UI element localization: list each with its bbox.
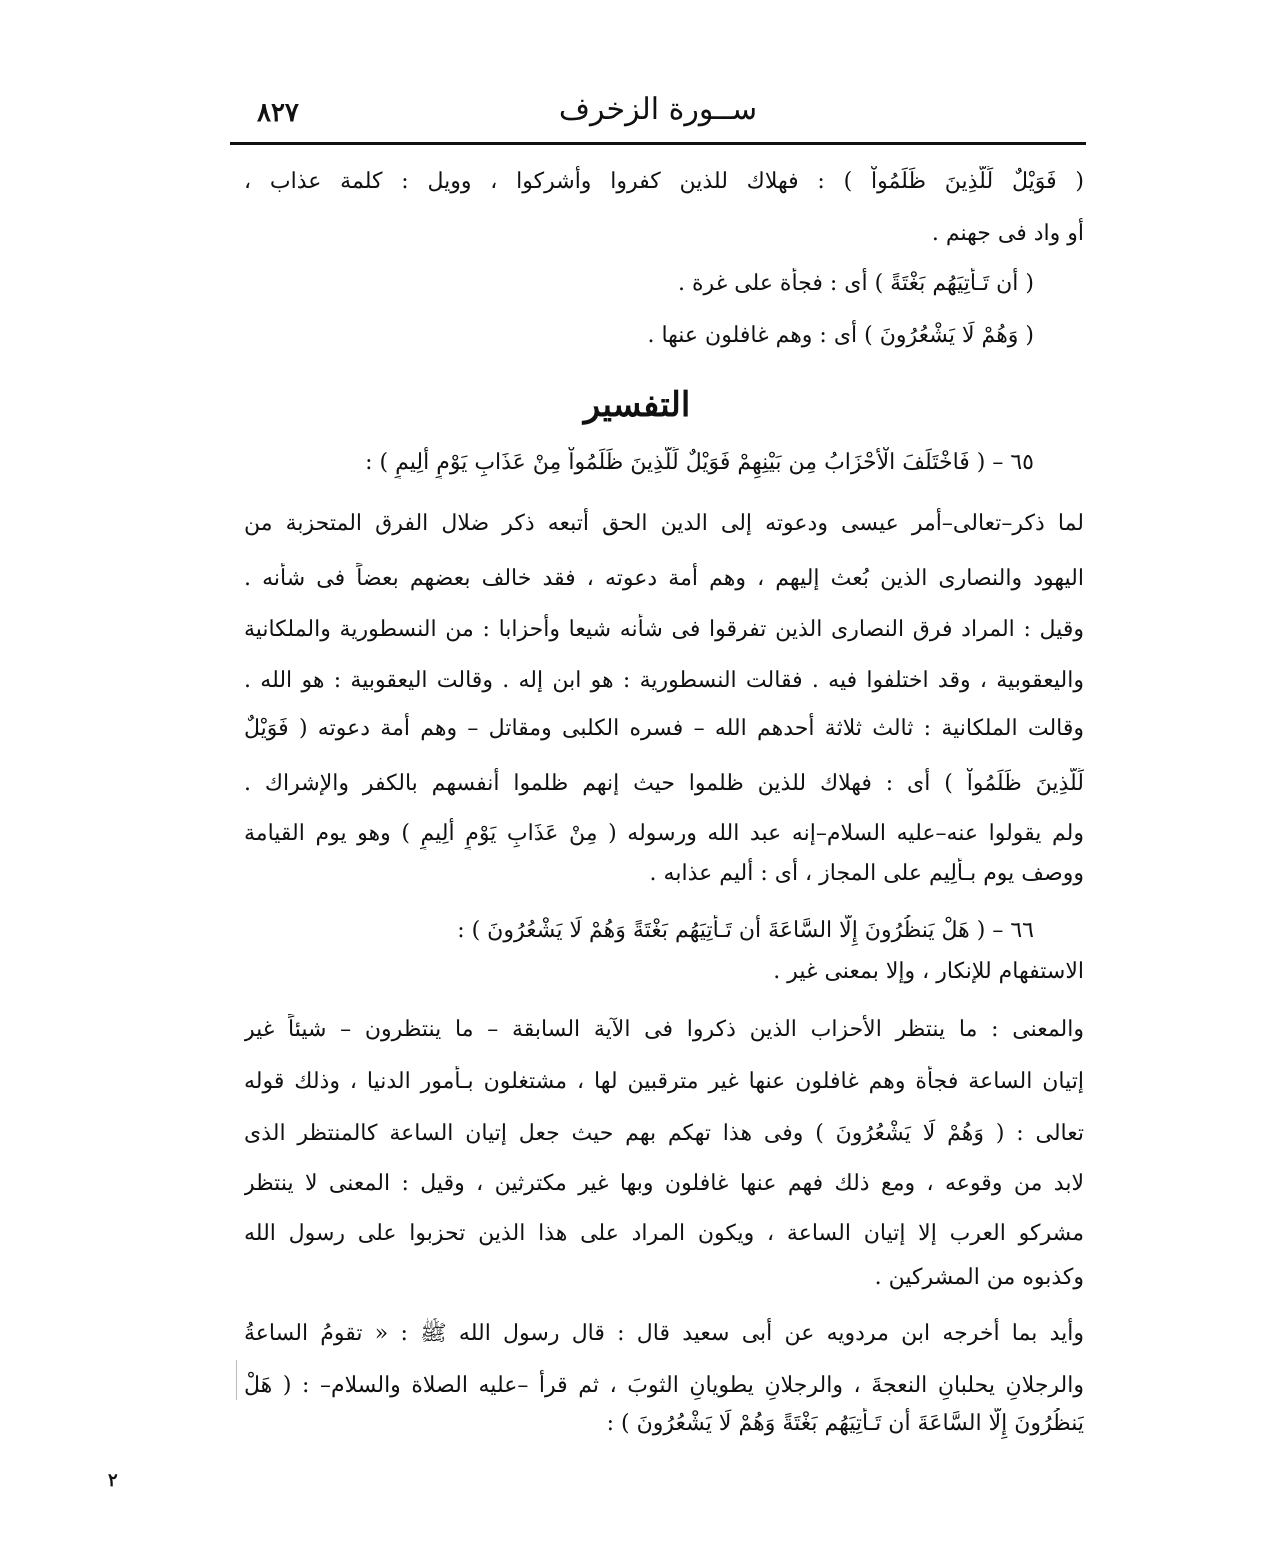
body-line: يَنظُرُونَ إِلَّا السَّاعَةَ أَن تَـأْتِيَهُم بَغْتَةً وَهُمْ لَا يَشْعُرُونَ ) : <box>606 1411 1084 1436</box>
section-heading: التفسير <box>583 385 691 425</box>
body-line: اليهود والنصارى الذين بُعث إليهم ، وهم أمة دعوته ، فقد خالف بعضهم بعضاً فى شأنه . <box>244 566 1084 591</box>
body-line: إتيان الساعة فجأة وهم غافلون عنها غير مترقبين لها ، مشتغلون بـأمور الدنيا ، وذلك قوله <box>244 1069 1084 1094</box>
body-line: ووصف يوم بـألِيم على المجاز ، أى : أليم عذابه . <box>649 861 1084 886</box>
verse-line: ٦٦ – ( هَلْ يَنظُرُونَ إِلَّا السَّاعَةَ أَن تَـأْتِيَهُم بَغْتَةً وَهُمْ لَا يَشْعُرُونَ ) : <box>457 918 1034 943</box>
body-line: وقالت الملكانية : ثالث ثلاثة أحدهم الله – فسره الكلبى ومقاتل – وهم أمة دعوته ( فَوَيْلٌ <box>244 716 1084 741</box>
glossary-line: ( وَهُمْ لَا يَشْعُرُونَ ) أى : وهم غافلون عنها . <box>647 323 1034 348</box>
page-number: ٨٢٧ <box>257 98 299 128</box>
body-line: تعالى : ( وَهُمْ لَا يَشْعُرُونَ ) وفى هذا تهكم بهم حيث جعل إتيان الساعة كالمنتظر الذى <box>244 1121 1084 1146</box>
body-line: لما ذكر–تعالى–أمر عيسى ودعوته إلى الدين الحق أتبعه ذكر ضلال الفرق المتحزبة من <box>244 511 1084 536</box>
body-line: لِّلَّذِينَ ظَلَمُواْ ) أى : فهلاك للذين ظلموا حيث إنهم ظلموا أنفسهم بالكفر والإشراك . <box>244 771 1084 796</box>
glossary-line: أو واد فى جهنم . <box>931 221 1084 246</box>
body-line: مشركو العرب إلا إتيان الساعة ، ويكون المراد على هذا الذين تحزبوا على رسول الله <box>244 1221 1084 1246</box>
verse-line: ٦٥ – ( فَاخْتَلَفَ الْأَحْزَابُ مِن بَيْنِهِمْ فَوَيْلٌ لِّلَّذِينَ ظَلَمُواْ مِنْ عَذَابِ يَوْمٍ أَلِيمٍ ) : <box>365 450 1034 475</box>
glossary-line: ( فَوَيْلٌ لِّلَّذِينَ ظَلَمُواْ ) : فهلاك للذين كفروا وأشركوا ، وويل : كلمة عذاب ، <box>244 169 1084 194</box>
body-line: وقيل : المراد فرق النصارى الذين تفرقوا فى شأنه شيعا وأحزابا : من النسطورية والملكانية <box>244 617 1084 642</box>
running-title: ســورة الزخرف <box>558 92 758 127</box>
page-header <box>232 92 1084 132</box>
body-line: واليعقوبية ، وقد اختلفوا فيه . فقالت النسطورية : هو ابن إله . وقالت اليعقوبية : هو الله . <box>244 668 1084 693</box>
body-line: الاستفهام للإنكار ، وإلا بمعنى غير . <box>773 959 1084 984</box>
body-line: وكذبوه من المشركين . <box>874 1265 1084 1290</box>
glossary-line: ( أن تَـأْتِيَهُم بَغْتَةً ) أى : فجأة على غرة . <box>678 271 1034 296</box>
body-line: والمعنى : ما ينتظر الأحزاب الذين ذكروا فى الآية السابقة – ما ينتظرون – شيئاً غير <box>244 1017 1084 1042</box>
body-line: وأيد بما أخرجه ابن مردويه عن أبى سعيد قال : قال رسول الله ﷺ : « تقومُ الساعةُ <box>244 1321 1084 1346</box>
scan-artifact <box>236 1360 237 1400</box>
body-line: ولم يقولوا عنه–عليه السلام–إنه عبد الله ورسوله ( مِنْ عَذَابِ يَوْمٍ أَلِيمٍ ) وهو يوم القيامة <box>244 821 1084 846</box>
header-rule <box>230 142 1086 145</box>
body-line: لابد من وقوعه ، ومع ذلك فهم عنها غافلون وبها غير مكترثين ، وقيل : المعنى لا ينتظر <box>244 1171 1084 1196</box>
footer-mark: ٢ <box>108 1470 118 1491</box>
body-line: والرجلانِ يحلبانِ النعجةَ ، والرجلانِ يطويانِ الثوبَ ، ثم قرأ –عليه الصلاة والسلام– : ( هَلْ <box>244 1373 1084 1398</box>
